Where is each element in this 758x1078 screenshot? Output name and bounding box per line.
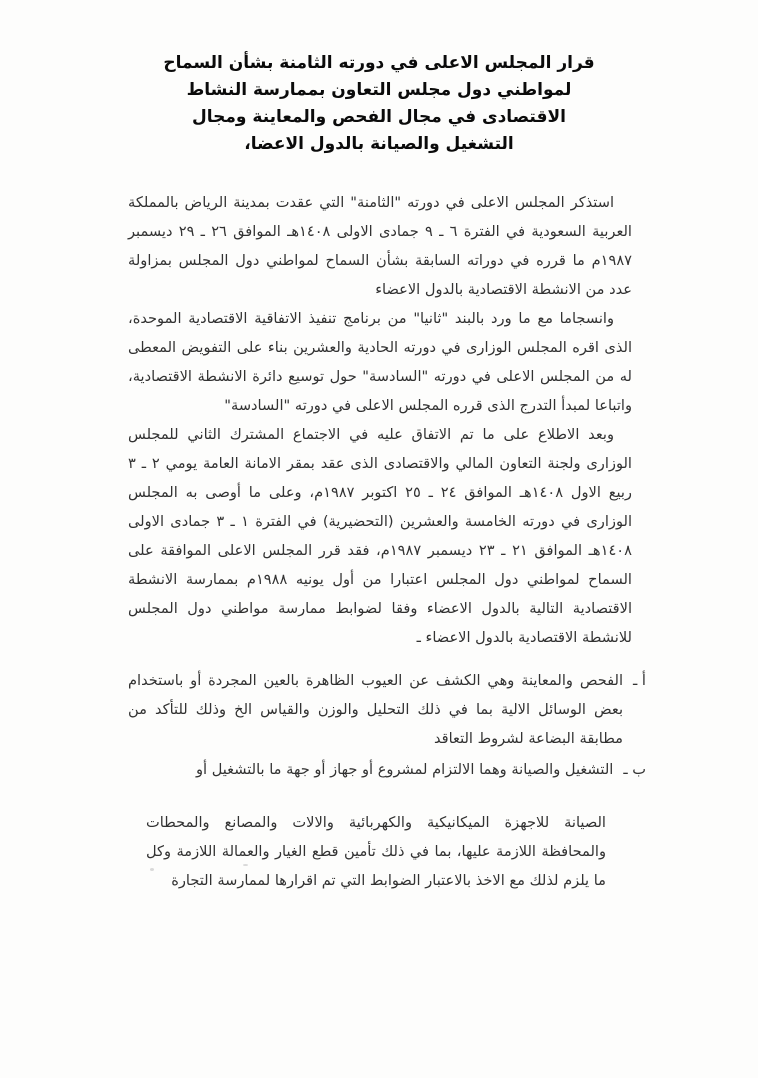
- item-b-text: التشغيل والصيانة وهما الالتزام لمشروع أو جهاز أو جهة ما بالتشغيل أو: [195, 761, 614, 778]
- title-line-2: لمواطني دول مجلس التعاون بممارسة النشاط: [186, 80, 572, 100]
- scan-speck: [243, 864, 248, 866]
- list-item-b: [128, 755, 646, 784]
- title-line-1: قرار المجلس الاعلى في دورته الثامنة بشأن السماح: [163, 53, 595, 73]
- paragraph-recall: استذكر المجلس الاعلى في دورته "الثامنة" التي عقدت بمدينة الرياض بالمملكة العربية السعودية في الفترة ٦ ـ ٩ جمادى الاولى ١٤٠٨هـ الموافق ٢٦ ـ ٢٩ ديسمبر ١٩٨٧م ما قرره في دوراته السابقة بشأن السماح لمواطني دول المجلس بمزاولة عدد من الانشطة الاقتصادية بالدول الاعضاء: [128, 194, 632, 298]
- scan-speck: [150, 868, 154, 871]
- paragraph-decision: وبعد الاطلاع على ما تم الاتفاق عليه في الاجتماع المشترك الثاني للمجلس الوزارى ولجنة التعاون المالي والاقتصادى الذى عقد بمقر الامانة العامة يومي ٢ ـ ٣ ربيع الاول ١٤٠٨هـ الموافق ٢٤ ـ ٢٥ اكتوبر ١٩٨٧م، وعلى ما أوصى به المجلس الوزارى في دورته الخامسة والعشرين (التحضيرية) في الفترة ١ ـ ٣ جمادى الاولى ١٤٠٨هـ الموافق ٢١ ـ ٢٣ ديسمبر ١٩٨٧م، فقد قرر المجلس الاعلى الموافقة على السماح لمواطني دول المجلس اعتبارا من أول يونيه ١٩٨٨م بممارسة الانشطة الاقتصادية التالية بالدول الاعضاء وفقا لضوابط ممارسة مواطني دول المجلس للانشطة الاقتصادية بالدول الاعضاء ـ: [128, 426, 633, 646]
- decree-body: [0, 188, 758, 652]
- activities-list: [0, 666, 758, 784]
- paragraph-harmony: وانسجاما مع ما ورد بالبند "ثانيا" من برنامج تنفيذ الاتفاقية الاقتصادية الموحدة، الذى اقره المجلس الوزارى في دورته الحادية والعشرين بناء على التفويض المعطى له من المجلس الاعلى في دورته "السادسة" حول توسيع دائرة الانشطة الاقتصادية، واتباعا لمبدأ التدرج الذى قرره المجلس الاعلى في دورته "السادسة": [128, 310, 632, 414]
- item-a-text: الفحص والمعاينة وهي الكشف عن العيوب الظاهرة بالعين المجردة أو باستخدام بعض الوسائل الالية بما في ذلك التحليل والوزن والقياس الخ وذلك للتأكد من مطابقة البضاعة لشروط التعاقد: [128, 672, 624, 747]
- title-line-3: الاقتصادى في مجال الفحص والمعاينة ومجال: [192, 107, 566, 127]
- list-item-a: [128, 666, 646, 753]
- item-a-marker: أ ـ: [633, 672, 646, 689]
- decree-title: [0, 0, 758, 158]
- item-b-continuation: الصيانة للاجهزة الميكانيكية والكهربائية والالات والمصانع والمحطات والمحافظة اللازمة عليها، بما في ذلك تأمين قطع الغيار والعمالة اللازمة وكل ما يلزم لذلك مع الاخذ بالاعتبار الضوابط التي تم اقرارها لممارسة التجارة: [146, 814, 606, 889]
- item-b-marker: ب ـ: [623, 761, 646, 778]
- title-line-4: التشغيل والصيانة بالدول الاعضا،: [244, 134, 514, 154]
